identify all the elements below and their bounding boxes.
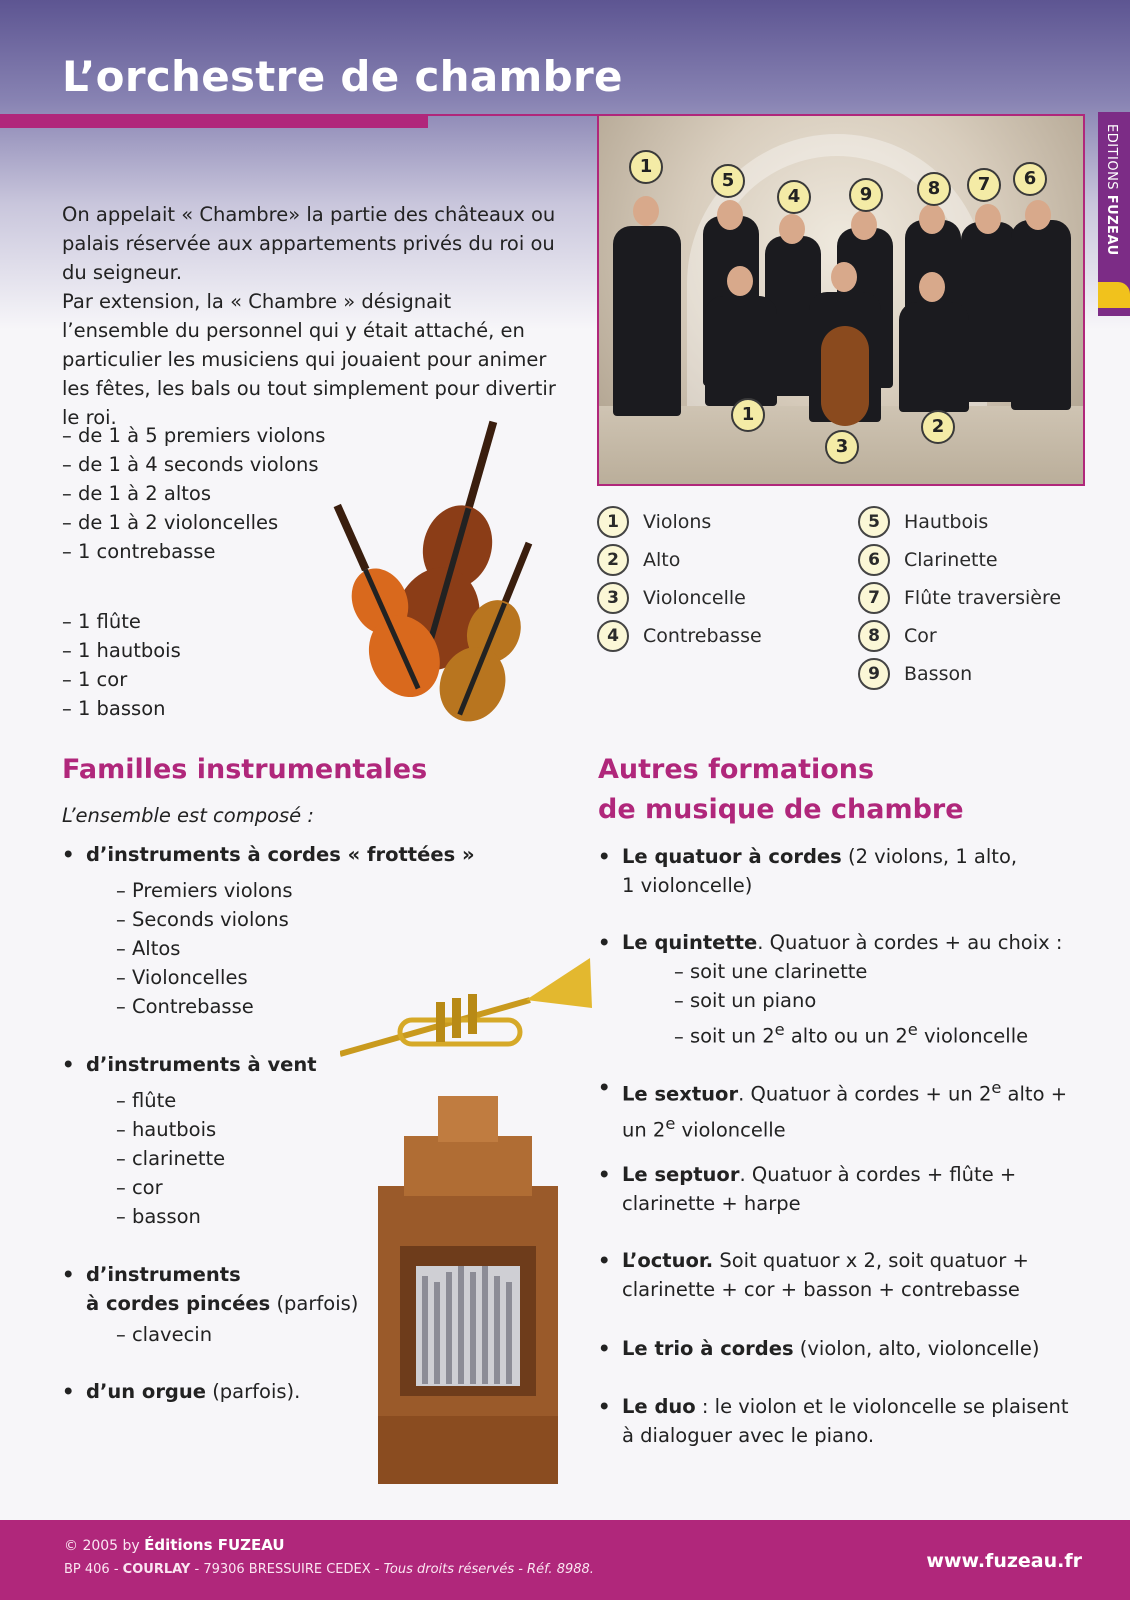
bullet-septuor: • Le septuor. Quatuor à cordes + flûte + clarinette + harpe (598, 1163, 1017, 1215)
list-text: soit un 2 (689, 1024, 775, 1048)
list-item: – flûte (116, 1086, 225, 1115)
list-item: – Altos (116, 934, 293, 963)
bullet-text: (violon, alto, violoncelle) (793, 1337, 1040, 1360)
address-town: COURLAY (122, 1562, 191, 1577)
bullet-text: (2 violons, 1 alto, (841, 845, 1018, 868)
legend-number: 5 (858, 506, 890, 538)
footer (0, 1520, 1130, 1600)
bullet-bold: Le duo (622, 1395, 696, 1418)
legend-number: 3 (597, 582, 629, 614)
bullet-quatuor: • Le quatuor à cordes (2 violons, 1 alto, 1 violoncelle) (598, 845, 1018, 897)
photo-badge: 6 (1013, 162, 1047, 196)
list-text: alto ou un 2 (784, 1024, 908, 1048)
intro-text (62, 200, 562, 432)
list-item: – cor (116, 1173, 225, 1202)
bullet-text: : le violon et le violoncelle se plaisent (695, 1395, 1069, 1418)
trumpet-illustration (340, 950, 594, 1076)
list-item: – 1 hautbois (62, 636, 362, 665)
legend-label: Violoncelle (643, 587, 746, 609)
publisher-logo-icon (1098, 282, 1130, 308)
legend-winds (858, 503, 1061, 693)
legend-label: Basson (904, 663, 973, 685)
rights-text: Tous droits réservés - Réf. 8988. (383, 1562, 594, 1577)
bullet-bold: Le quatuor à cordes (622, 845, 842, 868)
bullet-text: . Quatuor à cordes + un 2 (738, 1082, 992, 1106)
photo-badge: 7 (967, 168, 1001, 202)
bullet-bold: Le trio à cordes (622, 1337, 794, 1360)
bullet-bold: Le septuor (622, 1163, 740, 1186)
legend-item (858, 655, 1061, 693)
bullet-text: . Quatuor à cordes + au choix : (757, 931, 1063, 954)
photo-badge: 9 (849, 178, 883, 212)
legend-number: 6 (858, 544, 890, 576)
bullet-bold: d’instruments à cordes « frottées » (86, 843, 475, 866)
bullet-text: 1 violoncelle) (622, 874, 753, 897)
list-item: – basson (116, 1202, 225, 1231)
publisher-name: Éditions FUZEAU (144, 1536, 285, 1554)
list-text: violoncelle (917, 1024, 1029, 1048)
legend-label: Alto (643, 549, 681, 571)
bullet-text: clarinette + harpe (622, 1192, 801, 1215)
legend-label: Flûte traversière (904, 587, 1062, 609)
photo-badge: 2 (921, 410, 955, 444)
intro-paragraph-2: Par extension, la « Chambre » désignait l’ensemble du personnel qui y était attaché, en particulier les musiciens qui jouaient pour animer les fêtes, les bals ou tout simplement pour divertir le roi. (62, 290, 556, 429)
publisher-side-label (1104, 124, 1119, 256)
superscript: e (774, 1020, 785, 1039)
bullet-duo: • Le duo : le violon et le violoncelle se plaisent à dialoguer avec le piano. (598, 1395, 1069, 1447)
list-item: – 1 cor (62, 665, 362, 694)
photo-badge: 4 (777, 180, 811, 214)
bullet-text: alto + (1001, 1082, 1068, 1106)
footer-address (64, 1562, 594, 1577)
legend-item (858, 579, 1061, 617)
strings-count-list (62, 421, 362, 566)
legend-item (597, 541, 762, 579)
legend-item (597, 579, 762, 617)
bullet-plucked-strings: • d’instruments à cordes pincées (parfois) (62, 1263, 359, 1315)
bullet-bold: d’instruments à vent (86, 1053, 317, 1076)
bullet-text: (parfois). (206, 1380, 301, 1403)
title-line-2: de musique de chambre (598, 794, 964, 825)
photo-badge: 8 (917, 172, 951, 206)
photo-badge: 5 (711, 164, 745, 198)
bullet-sextuor: • Le sextuor. Quatuor à cordes + un 2e alto + un 2e violoncelle (598, 1076, 1068, 1141)
list-item: – de 1 à 2 violoncelles (62, 508, 362, 537)
superscript: e (665, 1113, 676, 1133)
bullet-winds: • d’instruments à vent (62, 1053, 317, 1076)
bullet-text: violoncelle (675, 1118, 786, 1141)
plucked-strings-list (116, 1320, 212, 1349)
families-subtitle: L’ensemble est composé : (62, 804, 314, 827)
bowed-strings-list (116, 876, 293, 1021)
bullet-bold: Le quintette (622, 931, 758, 954)
bullet-bold: Le sextuor (622, 1082, 739, 1106)
legend-number: 4 (597, 620, 629, 652)
legend-number: 9 (858, 658, 890, 690)
list-item: – Violoncelles (116, 963, 293, 992)
winds-count-list (62, 607, 362, 723)
bullet-octuor: • L’octuor. Soit quatuor x 2, soit quatuor + clarinette + cor + basson + contrebasse (598, 1249, 1029, 1301)
website-link[interactable]: www.fuzeau.fr (926, 1550, 1082, 1572)
bullet-text: (parfois) (270, 1292, 359, 1315)
list-item: – hautbois (116, 1115, 225, 1144)
legend-number: 8 (858, 620, 890, 652)
chamber-orchestra-photo (597, 114, 1085, 486)
list-item: – de 1 à 2 altos (62, 479, 362, 508)
legend-label: Cor (904, 625, 937, 647)
list-item: – soit une clarinette (674, 957, 1028, 986)
bullet-quintette: • Le quintette. Quatuor à cordes + au choix : (598, 931, 1063, 954)
legend-label: Clarinette (904, 549, 998, 571)
side-tab-prefix: EDITIONS (1104, 124, 1119, 191)
bullet-text: à dialoguer avec le piano. (622, 1424, 875, 1447)
quintette-options (674, 957, 1028, 1051)
legend-number: 2 (597, 544, 629, 576)
list-item: – clavecin (116, 1320, 212, 1349)
footer-copyright (64, 1536, 285, 1554)
address-text: BP 406 - (64, 1562, 123, 1577)
superscript: e (991, 1078, 1002, 1097)
bullet-text: clarinette + cor + basson + contrebasse (622, 1278, 1020, 1301)
address-text: - 79306 BRESSUIRE CEDEX - (190, 1562, 384, 1577)
photo-badge: 1 (731, 398, 765, 432)
list-item: – 1 contrebasse (62, 537, 362, 566)
bullet-organ: • d’un orgue (parfois). (62, 1380, 301, 1403)
legend-number: 7 (858, 582, 890, 614)
bullet-bold: d’un orgue (86, 1380, 206, 1403)
list-item: – soit un piano (674, 986, 1028, 1015)
bullet-bold: d’instruments (86, 1263, 241, 1286)
list-item: – Premiers violons (116, 876, 293, 905)
legend-item (858, 503, 1061, 541)
bullet-bold: L’octuor. (622, 1249, 714, 1272)
other-formations-title (598, 750, 964, 830)
legend-label: Hautbois (904, 511, 989, 533)
legend-item (858, 541, 1061, 579)
photo-badge: 1 (629, 150, 663, 184)
legend-item (597, 503, 762, 541)
list-item: – Seconds violons (116, 905, 293, 934)
copyright-text: © 2005 by (64, 1538, 145, 1554)
list-item: – de 1 à 4 seconds violons (62, 450, 362, 479)
organ-illustration (366, 1096, 570, 1484)
intro-paragraph-1: On appelait « Chambre» la partie des châteaux ou palais réservée aux appartements privés du roi ou du seigneur. (62, 203, 556, 284)
bullet-text: un 2 (622, 1118, 666, 1141)
winds-list (116, 1086, 225, 1231)
side-tab-brand: FUZEAU (1104, 194, 1119, 256)
bullet-text: . Quatuor à cordes + flûte + (739, 1163, 1017, 1186)
legend-label: Violons (643, 511, 712, 533)
legend-number: 1 (597, 506, 629, 538)
legend-label: Contrebasse (643, 625, 762, 647)
legend-item (858, 617, 1061, 655)
bullet-text: Soit quatuor x 2, soit quatuor + (713, 1249, 1029, 1272)
list-item: – 1 flûte (62, 607, 362, 636)
bullet-bold: à cordes pincées (86, 1292, 271, 1315)
list-item: – de 1 à 5 premiers violons (62, 421, 362, 450)
violins-illustration (322, 416, 538, 724)
list-item (674, 1015, 1028, 1051)
legend-item (597, 617, 762, 655)
list-item: – clarinette (116, 1144, 225, 1173)
families-title: Familles instrumentales (62, 754, 428, 785)
list-item: – 1 basson (62, 694, 362, 723)
title-underline (0, 114, 428, 128)
page-title: L’orchestre de chambre (62, 52, 623, 101)
title-line-1: Autres formations (598, 754, 875, 785)
superscript: e (907, 1020, 918, 1039)
legend-strings (597, 503, 762, 655)
photo-badge: 3 (825, 430, 859, 464)
list-item: – Contrebasse (116, 992, 293, 1021)
bullet-bowed-strings: • d’instruments à cordes « frottées » (62, 843, 475, 866)
bullet-trio: • Le trio à cordes (violon, alto, violoncelle) (598, 1337, 1040, 1360)
